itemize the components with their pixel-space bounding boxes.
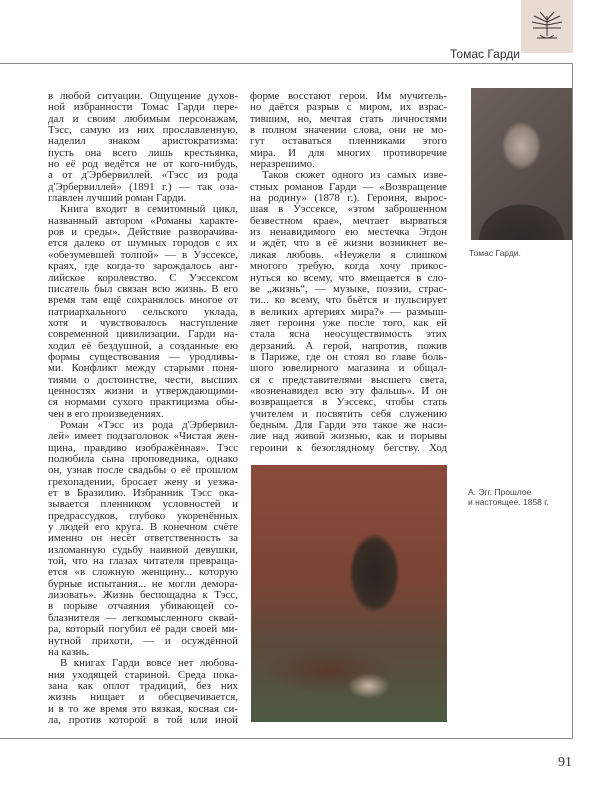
thomas-hardy-portrait-image bbox=[471, 88, 572, 240]
paragraph bbox=[48, 420, 238, 658]
text-line: д'Эрбервиллей» (1891 г.) — так оза- bbox=[48, 180, 238, 193]
text-line: ходил её бездушной, а созданные ею bbox=[48, 339, 238, 352]
text-line: бедным. Для Гарди это такое же наси- bbox=[250, 418, 447, 431]
text-line: зывается пленником условностей и bbox=[48, 498, 238, 511]
paragraph bbox=[250, 170, 447, 454]
text-line: ликая любовь. «Неужели я слишком bbox=[250, 248, 447, 261]
text-line: тившим, но, мечтая стать личностями bbox=[250, 112, 447, 125]
text-line: возвращается в Уэссекс, чтобы стать bbox=[250, 396, 447, 409]
text-line: названный автором «Романы характе- bbox=[48, 214, 238, 227]
text-line: шая в Уэссексе, «этом заброшенном bbox=[250, 203, 447, 216]
text-line: дерзаний. А герой, напротив, пожив bbox=[250, 339, 447, 352]
text-line: полюбила сына проповедника, однако bbox=[48, 453, 238, 465]
tree-emblem-icon bbox=[528, 8, 566, 44]
text-line: той, что на глазах читателя превраща- bbox=[48, 555, 238, 568]
text-line: блазнителя — легкомысленного сквай- bbox=[48, 611, 238, 624]
text-line: и в то же время это вязкая, косная си- bbox=[48, 702, 238, 715]
text-line: предрассудков, глубоко укоренённых bbox=[48, 509, 238, 522]
text-line: в великих артериях мира?» — размыш- bbox=[250, 305, 447, 318]
text-line: нуться ко всему, что вмещается в сло- bbox=[250, 271, 447, 284]
running-title: Томас Гарди bbox=[450, 47, 520, 61]
text-line: Таков сюжет одного из самых изве- bbox=[262, 169, 447, 182]
text-line: ся нормами сухого практицизма обы- bbox=[48, 396, 238, 409]
portrait-caption: Томас Гарди. bbox=[469, 248, 521, 258]
text-line: в полном значении слова, они не мо- bbox=[250, 124, 447, 137]
text-line: пусть она всего лишь крестьянка, bbox=[48, 146, 238, 159]
left-text-column bbox=[48, 91, 238, 726]
text-line: Роман «Тэсс из рода д'Эрбервил- bbox=[60, 418, 238, 431]
text-line: стных романов Гарди — «Возвращение bbox=[250, 180, 447, 193]
paragraph bbox=[48, 658, 238, 726]
text-line: патриархального сельского уклада, bbox=[48, 305, 238, 318]
text-line: жизнь нищает и обесцвечивается, bbox=[48, 691, 238, 704]
text-line: ния уходящей стариной. Среда пока- bbox=[48, 668, 238, 681]
text-line: у людей его круга. В конечном счёте bbox=[48, 521, 238, 534]
text-line: краях, где когда-то зарождалось анг- bbox=[48, 260, 238, 273]
painting-caption-line: и настоящее. 1858 г. bbox=[468, 497, 549, 507]
text-line: лийское королевство. С Уэссексом bbox=[48, 271, 238, 284]
egg-past-and-present-painting-image bbox=[251, 465, 447, 722]
text-line: но даётся разрыв с миром, их взрас- bbox=[250, 101, 447, 114]
paragraph bbox=[48, 204, 238, 420]
text-line: мира. И для многих противоречие bbox=[250, 146, 447, 159]
text-line: ров и среды». Действие разворачива- bbox=[48, 226, 238, 239]
text-line: дал и своим любимым персонажам, bbox=[48, 112, 238, 125]
painting-caption bbox=[468, 487, 549, 507]
text-line: на родину» (1878 г.). Героиня, вырос- bbox=[250, 192, 447, 205]
text-line: современной цивилизации. Гарди на- bbox=[48, 328, 238, 341]
text-line: неразрешимо. bbox=[250, 158, 315, 171]
text-line: бурные испытания... не могли демора- bbox=[48, 577, 238, 590]
text-line: ной избранности Томас Гарди пере- bbox=[48, 101, 238, 114]
tree-emblem-logo bbox=[521, 0, 573, 53]
text-line: лей» имеет подзаголовок «Чистая жен- bbox=[48, 430, 238, 443]
text-line: тиями о достоинстве, чести, высших bbox=[48, 373, 238, 386]
text-line: стала ясна неосуществимость этих bbox=[250, 328, 447, 341]
text-line: наделил знаком аристократизма: bbox=[48, 135, 238, 148]
text-line: грехопадении, бросает жену и уезжа- bbox=[48, 475, 238, 488]
text-line: время там ещё сохранялось многое от bbox=[48, 294, 238, 307]
text-line: нутной прихоти, — и осуждённой bbox=[48, 634, 238, 647]
text-line: ла, против которой в той или иной bbox=[48, 713, 238, 726]
text-line: ра, который погубил её ради своей ми- bbox=[48, 623, 238, 636]
text-line: Тэсс, самую из них прославленную, bbox=[48, 124, 238, 137]
text-line: героини к безоглядному бегству. Ход bbox=[250, 441, 447, 454]
margin-rule bbox=[572, 63, 573, 739]
text-line: на казнь. bbox=[48, 645, 90, 658]
text-line: учителем и посвятить себя служению bbox=[250, 407, 447, 420]
text-line: в любой ситуации. Ощущение духов- bbox=[48, 90, 238, 102]
text-line: щина, правдиво изображённая». Тэсс bbox=[48, 441, 238, 454]
text-line: «возненавидел всю эту фальшь». И он bbox=[250, 384, 447, 397]
text-line: хотя и чувствовалось наступление bbox=[48, 316, 238, 329]
text-line: ти... ко всему, что бьётся и пульсирует bbox=[250, 294, 447, 307]
text-line: лие над живой жизнью, как и порывы bbox=[250, 430, 447, 443]
text-line: изломанную судьбу наивной девушки, bbox=[48, 543, 238, 556]
text-line: безвестном крае», мечтает вырваться bbox=[250, 214, 447, 227]
page-number: 91 bbox=[558, 755, 572, 770]
text-line: из ненавидимого ею местечка Эгдон bbox=[250, 226, 447, 239]
painting-caption-line: А. Эгг. Прошлое bbox=[468, 487, 532, 497]
text-line: зана как оплот традиций, без них bbox=[48, 679, 238, 692]
text-line: главлен лучший роман Гарди. bbox=[48, 192, 187, 205]
text-line: именно он несёт ответственность за bbox=[48, 532, 238, 545]
text-line: В книгах Гарди вовсе нет любова- bbox=[60, 657, 238, 670]
text-line: «обезумевшей толпой» — в Уэссексе, bbox=[48, 248, 238, 261]
text-line: многого требую, когда хочу прикос- bbox=[250, 260, 447, 273]
paragraph bbox=[48, 91, 238, 204]
header-rule bbox=[0, 63, 573, 64]
text-line: ся с представителями высшего света, bbox=[250, 373, 447, 386]
text-line: шого ювелирного магазина и общал- bbox=[250, 362, 447, 375]
text-line: ве „жизнь“, — музыке, поэзии, страс- bbox=[250, 282, 447, 295]
text-line: ется далеко от шумных городов с их bbox=[48, 237, 238, 250]
text-line: чен в его произведениях. bbox=[48, 407, 164, 420]
text-line: ется «в сложную женщину... которую bbox=[48, 566, 238, 579]
text-line: формы существования — уродливы- bbox=[48, 350, 238, 363]
text-line: и ждёт, что в её жизни возникнет ве- bbox=[250, 237, 447, 250]
text-line: форме восстают герои. Им мучитель- bbox=[250, 90, 447, 102]
text-line: ценностях жизни и утверждающими- bbox=[48, 384, 238, 397]
text-line: ми. Конфликт между старыми поня- bbox=[48, 362, 238, 375]
footer-rule bbox=[0, 738, 573, 739]
paragraph bbox=[250, 91, 447, 170]
text-line: он, узнав после свадьбы о её прошлом bbox=[48, 464, 238, 477]
text-line: в Париже, где он стоял во главе боль- bbox=[250, 350, 447, 363]
text-line: а от д'Эрбервиллей. «Тэсс из рода bbox=[48, 169, 238, 182]
text-line: ляет героиня уже после того, как ей bbox=[250, 316, 447, 329]
text-line: в порыве отчаяния убивающей со- bbox=[48, 600, 238, 613]
text-line: гут оставаться пленниками этого bbox=[250, 135, 447, 148]
text-line: писатель был связан всю жизнь. В его bbox=[48, 282, 238, 295]
text-line: лизовать». Жизнь беспощадна к Тэсс, bbox=[48, 589, 238, 602]
text-line: Книга входит в семитомный цикл, bbox=[60, 203, 238, 216]
text-line: но её род ведётся не от кого-нибудь, bbox=[48, 158, 238, 171]
text-line: ет в Бразилию. Избранник Тэсс ока- bbox=[48, 487, 238, 500]
right-text-column bbox=[250, 91, 447, 454]
